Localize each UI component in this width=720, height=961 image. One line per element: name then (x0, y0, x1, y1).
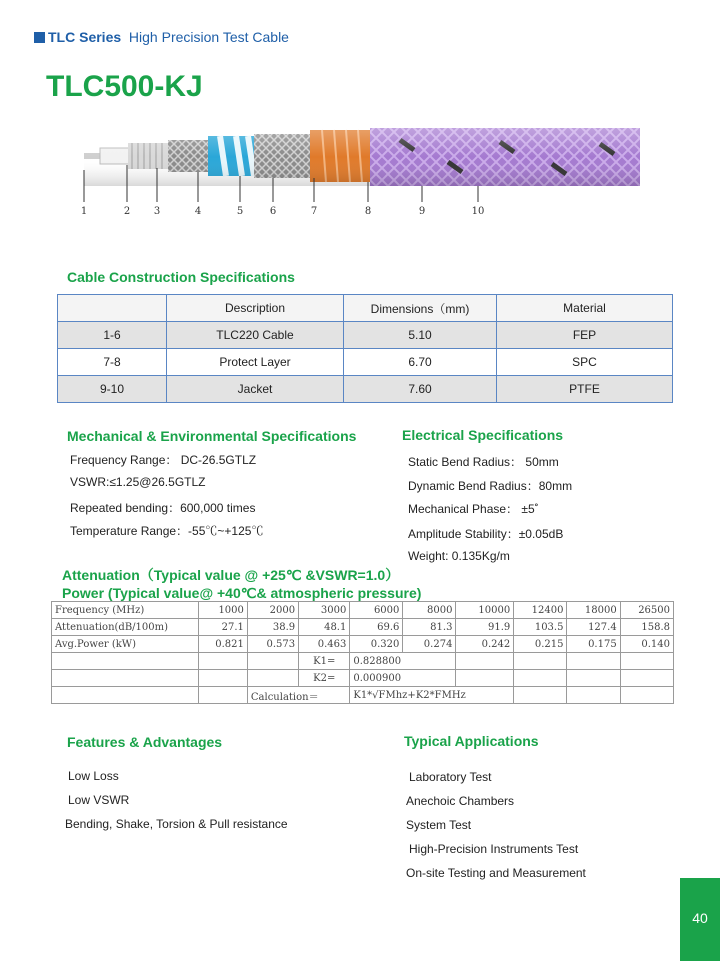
table-header-cell: Material (497, 295, 673, 322)
table-cell: 8000 (403, 602, 456, 619)
table-cell: 158.8 (620, 619, 673, 636)
model-title: TLC500-KJ (46, 70, 203, 103)
table-cell: 0.821 (199, 636, 248, 653)
table-cell: 2000 (247, 602, 298, 619)
construction-title: Cable Construction Specifications (67, 269, 295, 285)
table-cell: Avg.Power (kW) (52, 636, 199, 653)
callout-4: 4 (194, 206, 202, 217)
table-cell: 18000 (567, 602, 620, 619)
mechanical-title: Mechanical & Environmental Specifications (67, 428, 357, 444)
table-row (52, 619, 674, 636)
table-cell: 26500 (620, 602, 673, 619)
table-header-cell: Description (167, 295, 344, 322)
power-title: Power (Typical value@ +40℃& atmospheric pressure) (62, 585, 422, 601)
callout-6: 6 (269, 206, 277, 217)
callout-5: 5 (236, 206, 244, 217)
electrical-item: Static Bend Radius： 50mm (408, 455, 559, 469)
table-row (52, 636, 674, 653)
table-cell: TLC220 Cable (167, 322, 344, 349)
table-cell (199, 670, 248, 687)
callout-7: 7 (310, 206, 318, 217)
table-cell: K1*√FMhz+K2*FMHz (350, 687, 514, 704)
table-cell: 0.175 (567, 636, 620, 653)
table-cell (567, 687, 620, 704)
table-cell: Calculation＝ (247, 687, 349, 704)
table-cell (514, 670, 567, 687)
table-cell: 12400 (514, 602, 567, 619)
table-cell: 48.1 (299, 619, 350, 636)
electrical-item: Mechanical Phase： ±5˚ (408, 502, 539, 516)
electrical-item: Dynamic Bend Radius：80mm (408, 479, 573, 493)
mechanical-item: Frequency Range： DC-26.5GTLZ (70, 453, 257, 467)
application-item: On-site Testing and Measurement (406, 866, 586, 880)
table-cell: 27.1 (199, 619, 248, 636)
table-row (58, 322, 673, 349)
series-name: TLC Series (48, 29, 122, 45)
table-cell: 0.828800 (350, 653, 456, 670)
page-number: 40 (692, 910, 708, 926)
table-cell (52, 687, 199, 704)
attenuation-table (51, 601, 674, 704)
callout-9: 9 (418, 206, 426, 217)
feature-item: Low Loss (68, 769, 119, 783)
table-cell: 0.215 (514, 636, 567, 653)
series-header (34, 29, 289, 45)
table-cell: 0.274 (403, 636, 456, 653)
table-row (52, 687, 674, 704)
table-cell: 0.573 (247, 636, 298, 653)
electrical-item: Amplitude Stability：±0.05dB (408, 527, 564, 541)
table-cell: Attenuation(dB/100m) (52, 619, 199, 636)
callout-10: 10 (471, 206, 485, 217)
table-cell: Protect Layer (167, 349, 344, 376)
table-cell: 7-8 (58, 349, 167, 376)
application-item: Anechoic Chambers (406, 794, 515, 808)
table-row (52, 670, 674, 687)
table-cell: 127.4 (567, 619, 620, 636)
callout-8: 8 (364, 206, 372, 217)
table-cell: 10000 (456, 602, 514, 619)
table-row (58, 376, 673, 403)
table-cell: 1000 (199, 602, 248, 619)
table-row (58, 349, 673, 376)
table-cell (567, 670, 620, 687)
table-cell: 9-10 (58, 376, 167, 403)
table-header-row (58, 295, 673, 322)
table-cell: 38.9 (247, 619, 298, 636)
construction-table (57, 294, 673, 403)
series-subtitle: High Precision Test Cable (128, 29, 289, 45)
table-cell: 0.000900 (350, 670, 456, 687)
table-cell: 103.5 (514, 619, 567, 636)
mechanical-item: VSWR:≤1.25@26.5GTLZ (70, 475, 206, 489)
table-cell (514, 687, 567, 704)
application-item: System Test (406, 818, 472, 832)
application-item: Laboratory Test (409, 770, 492, 784)
table-cell: 91.9 (456, 619, 514, 636)
table-cell: K1= (299, 653, 350, 670)
table-cell: PTFE (497, 376, 673, 403)
table-cell: 1-6 (58, 322, 167, 349)
mechanical-item: Temperature Range：-55℃~+125℃ (70, 524, 264, 538)
table-cell: 6000 (350, 602, 403, 619)
table-cell: SPC (497, 349, 673, 376)
table-cell: 3000 (299, 602, 350, 619)
features-title: Features & Advantages (67, 734, 223, 750)
table-cell (199, 687, 248, 704)
electrical-item: Weight: 0.135Kg/m (408, 549, 510, 563)
table-cell: K2= (299, 670, 350, 687)
applications-title: Typical Applications (404, 733, 539, 749)
table-cell (247, 653, 298, 670)
attenuation-title: Attenuation（Typical value @ +25℃ &VSWR=1.0） (62, 567, 400, 583)
table-cell: 0.140 (620, 636, 673, 653)
table-cell: 69.6 (350, 619, 403, 636)
table-cell (456, 653, 514, 670)
table-cell: 0.242 (456, 636, 514, 653)
table-cell: Frequency (MHz) (52, 602, 199, 619)
mechanical-item: Repeated bending：600,000 times (70, 501, 256, 515)
callout-3: 3 (153, 206, 161, 217)
table-cell (620, 653, 673, 670)
callout-1: 1 (80, 206, 88, 217)
table-cell (52, 653, 199, 670)
table-header-cell: Dimensions（mm) (344, 295, 497, 322)
table-cell (52, 670, 199, 687)
table-cell: 6.70 (344, 349, 497, 376)
table-cell (620, 670, 673, 687)
feature-item: Low VSWR (68, 793, 130, 807)
square-bullet-icon (34, 32, 45, 43)
cable-illustration (70, 120, 670, 220)
table-cell (456, 670, 514, 687)
table-row (52, 602, 674, 619)
table-row (52, 653, 674, 670)
electrical-title: Electrical Specifications (402, 427, 564, 443)
table-cell: 5.10 (344, 322, 497, 349)
table-cell (247, 670, 298, 687)
table-cell (514, 653, 567, 670)
feature-item: Bending, Shake, Torsion & Pull resistance (65, 817, 288, 831)
table-cell: 81.3 (403, 619, 456, 636)
table-cell: FEP (497, 322, 673, 349)
table-cell: 7.60 (344, 376, 497, 403)
table-cell (199, 653, 248, 670)
table-cell (620, 687, 673, 704)
table-cell: 0.463 (299, 636, 350, 653)
callout-2: 2 (123, 206, 131, 217)
table-cell: Jacket (167, 376, 344, 403)
table-cell: 0.320 (350, 636, 403, 653)
table-header-cell (58, 295, 167, 322)
table-cell (567, 653, 620, 670)
application-item: High-Precision Instruments Test (409, 842, 579, 856)
